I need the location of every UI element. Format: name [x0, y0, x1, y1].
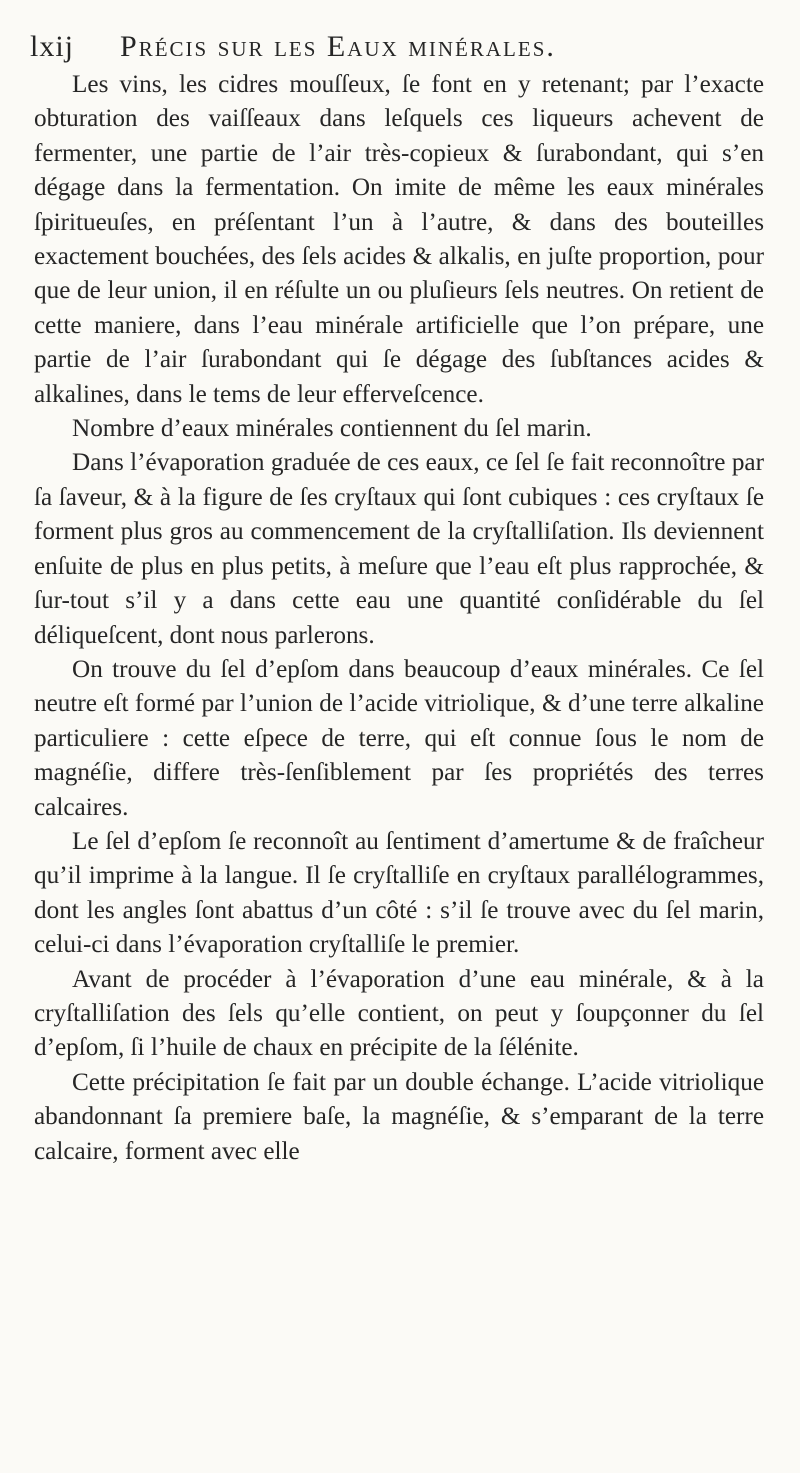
paragraph-evaporation: Dans l’évaporation graduée de ces eaux, ce ſel ſe fait reconnoître par ſa ſaveur, & à la figure de ſes cryſtaux qui ſont cubiques : ces cryſtaux ſe forment plus gros au commencement de la cryſtalliſation. Ils deviennent enſuite de plus en plus petits, à meſure que l’eau eſt plus rapprochée, & ſur-tout s’il y a dans cette eau une quantité conſidérable du ſel déliqueſcent, dont nous parlerons. [34, 449, 764, 649]
body-text [34, 68, 764, 1169]
paragraph-epsom-recognition: Le ſel d’epſom ſe reconnoît au ſentiment d’amertume & de fraîcheur qu’il imprime à la langue. Il ſe cryſtalliſe en cryſtaux parallélogrammes, dont les angles ſont abattus d’un côté : s’il ſe trouve avec du ſel marin, celui-ci dans l’évaporation cryſtalliſe le premier. [34, 827, 764, 959]
page-number: lxij [30, 30, 75, 63]
paragraph-lime-oil: Avant de procéder à l’évaporation d’une eau minérale, & à la cryſtalliſation des ſels qu’elle contient, on peut y ſoupçonner du ſel d’epſom, ſi l’huile de chaux en précipite de la ſélénite. [34, 965, 764, 1062]
paragraph-double-exchange: Cette précipitation ſe fait par un double échange. L’acide vitriolique abandonnant ſa premiere baſe, la magnéſie, & s’emparant de la terre calcaire, forment avec elle [34, 1068, 764, 1165]
paragraph-sea-salt: Nombre d’eaux minérales contiennent du ſel marin. [72, 415, 592, 443]
paragraph-epsom-salt: On trouve du ſel d’epſom dans beaucoup d’eaux minérales. Ce ſel neutre eſt formé par l’union de l’acide vitriolique, & d’une terre alkaline particuliere : cette eſpece de terre, qui eſt connue ſous le nom de magnéſie, differe très-ſenſiblement par ſes propriétés des terres calcaires. [34, 655, 764, 821]
paragraph-sparkling-wines: Les vins, les cidres mouſſeux, ſe font en y retenant; par l’exacte obturation des vaiſſeaux dans leſquels ces liqueurs achevent de fermenter, une partie de l’air très-copieux & ſurabondant, qui s’en dégage dans la fermentation. On imite de même les eaux minérales ſpiritueuſes, en préſentant l’un à l’autre, & dans des bouteilles exactement bouchées, des ſels acides & alkalis, en juſte proportion, pour que de leur union, il en réſulte un ou pluſieurs ſels neutres. On retient de cette maniere, dans l’eau minérale artificielle que l’on prépare, une partie de l’air ſurabondant qui ſe dégage des ſubſtances acides & alkalines, dans le tems de leur efferveſcence. [34, 71, 764, 408]
running-head [30, 30, 770, 70]
running-title: Précis sur les Eaux minérales. [120, 30, 556, 63]
